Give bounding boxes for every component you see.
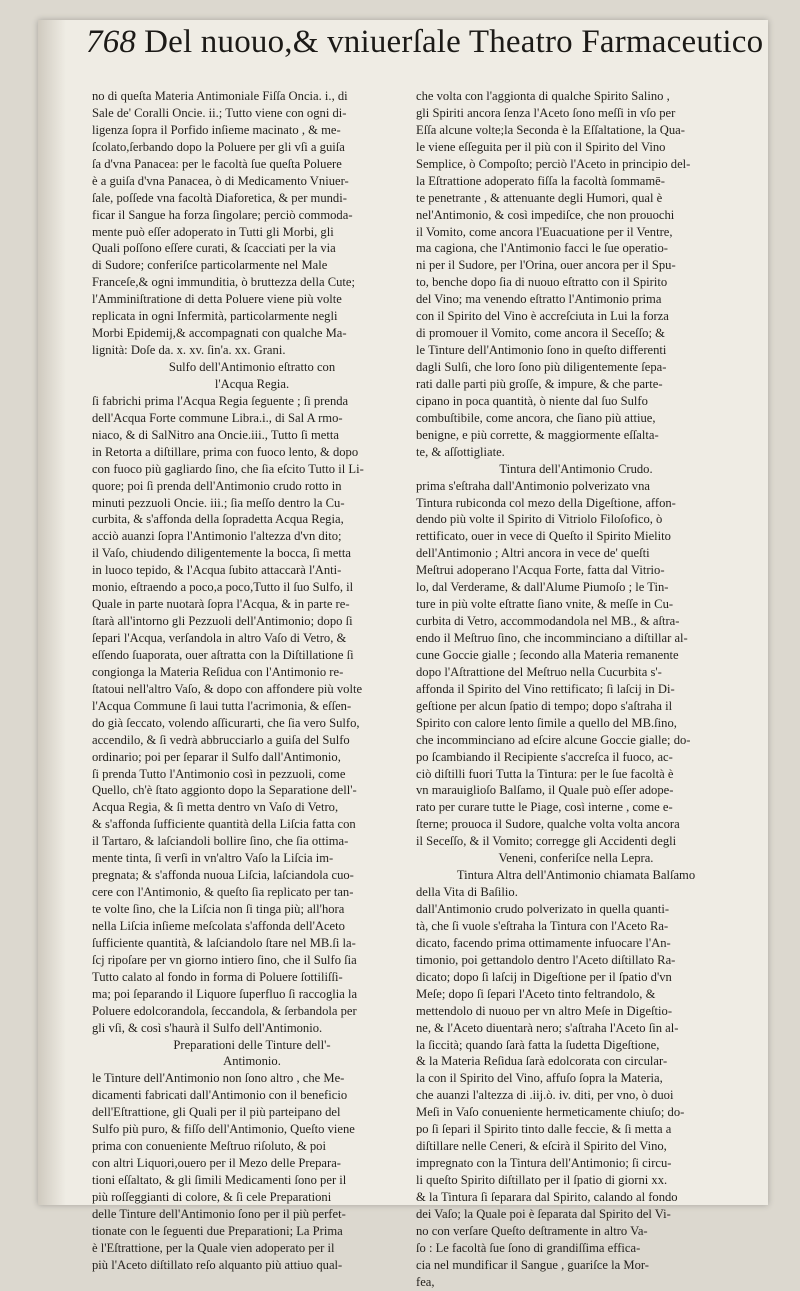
text-line: Tintura rubiconda col mezo della Digeſtione, affon-	[416, 495, 676, 510]
text-line: te penetrante , & attenuante degli Humori, qual è	[416, 190, 663, 205]
text-line: minuti pezzuoli Oncie. iii.; ſia meſſo dentro la Cu-	[92, 495, 345, 510]
text-line: Semplice, ò Compoſto; perciò l'Aceto in principio del-	[416, 156, 691, 171]
text-line: l'Acqua Regia.	[214, 376, 290, 391]
text-line: ligenza ſopra il Porfido inſieme macinato , & me-	[92, 122, 341, 137]
text-line: Franceſe,& ogni immunditia, ò bruttezza della Cute;	[92, 275, 355, 290]
text-line: dell'Antimonio ; Altri ancora in vece de' queſti	[416, 546, 650, 561]
text-line: delle Tinture dell'Antimonio ſono per il più perfet-	[92, 1206, 346, 1221]
text-line: quore; poi ſi prenda dell'Antimonio crudo rotto in	[92, 478, 342, 493]
text-line: dell'Eſtrattione, gli Quali per il più parteipano del	[92, 1105, 341, 1120]
text-line: ſi prenda Tutto l'Antimonio così in pezzuoli, come	[92, 766, 346, 781]
text-line: ſo : Le facoltà ſue ſono di grandiſſima effica-	[416, 1240, 641, 1255]
text-line: più l'Aceto diſtillato reſo alquanto più attiuo qual-	[92, 1257, 343, 1272]
text-line: tioni eſſaltato, & gli ſimili Medicamenti ſono per il	[92, 1173, 347, 1187]
text-line: po ſcambiando il Recipiente s'accreſca il fuoco, ac-	[416, 749, 673, 764]
text-line: di Sudore; conferiſce particolarmente nel Male	[92, 258, 328, 273]
text-line: ciò diſtilli fuori Tutta la Tintura: per le ſue facoltà è	[416, 766, 674, 781]
text-line: gli vſi, & così s'haurà il Sulfo dell'Antimonio.	[92, 1020, 323, 1035]
text-line: impregnato con la Tintura dell'Antimonio; ſi circu-	[416, 1156, 672, 1171]
text-line: pregnata; & s'affonda nuoua Liſcia, laſciandola cuo-	[92, 868, 354, 883]
text-line: vn marauiglioſo Balſamo, il Quale può eſſer adope-	[416, 783, 674, 798]
text-line: nella Liſcia inſieme meſcolata s'affonda dell'Aceto	[92, 918, 345, 933]
text-line: ſepari l'Acqua, verſandola in altro Vaſo di Vetro, &	[92, 631, 347, 645]
text-line: le viene eſſeguita per il più con il Spirito del Vino	[416, 139, 666, 154]
text-line: ſa d'vna Panacea: per le facoltà ſue queſta Poluere	[92, 156, 342, 171]
text-line: le Tinture dell'Antimonio non ſono altro , che Me-	[92, 1071, 345, 1086]
text-line: ſi fabrichi prima l'Acqua Regia ſeguente ; ſi prenda	[92, 393, 349, 408]
text-line: la Eſtrattione adoperato fiſſa la facoltà ſommamē-	[416, 173, 665, 188]
text-line: tà, che ſi vuole s'eſtraha la Tintura con l'Aceto Ra-	[416, 918, 669, 933]
text-line: Quali poſſono eſſere curati, & ſcacciati per la via	[92, 241, 336, 256]
text-line: rati dalle parti più groſſe, & impure, & che parte-	[416, 376, 663, 391]
text-line: po ſi ſepari il Spirito tinto dalle feccie, & ſi metta a	[416, 1122, 672, 1137]
text-line: cune Goccie gialle ; ſecondo alla Materia remanente	[416, 647, 679, 662]
text-line: dicamenti fabricati dall'Antimonio con il beneficio	[92, 1088, 348, 1103]
text-line: mente può eſſer adoperato in Tutti gli Morbi, gli	[92, 224, 334, 239]
left-text-column	[92, 88, 412, 1274]
text-line: Meſtrui adoperano l'Acqua Forte, fatta dal Vitrio-	[416, 563, 665, 578]
text-line: dopo l'Aſtrattione del Meſtruo nella Cucurbita s'-	[416, 664, 662, 679]
text-line: con altri Liquori,ouero per il Mezo delle Prepara-	[92, 1156, 341, 1171]
page-gutter-shadow	[38, 20, 66, 1205]
text-line: diſtillare nelle Ceneri, & eſcirà il Spirito del Vino,	[416, 1139, 667, 1154]
text-line: ni per il Sudore, per l'Orina, ouer ancora per il Spu-	[416, 258, 676, 273]
text-line: te volte ſino, che la Liſcia non ſi tinga più; all'hora	[92, 902, 345, 916]
text-line: Preparationi delle Tinture dell'-	[173, 1037, 331, 1052]
text-line: ma; poi ſeparando il Liquore ſuperfluo ſi raccoglia la	[92, 986, 358, 1001]
text-line: li queſto Spirito diſtillato per il ſpatio di giorni xx.	[416, 1173, 668, 1187]
text-line: Quello, ch'è ſtato aggionto dopo la Separatione dell'-	[92, 783, 357, 798]
text-line: Eſſa alcune volte;la Seconda è la Eſſaltatione, la Qua-	[416, 122, 685, 137]
text-line: gli Spiriti ancora ſenza l'Aceto ſono meſſi in vſo per	[416, 105, 676, 120]
text-line: il Tartaro, & laſciandoli bollire ſino, che ſia ottima-	[92, 834, 349, 849]
text-line: nel'Antimonio, & così impediſce, che non prouochi	[416, 207, 675, 222]
text-line: l'Amminiſtratione di detta Poluere viene più volte	[92, 292, 342, 307]
text-line: con il Spirito del Vino è accreſciuta in Lui la forza	[416, 309, 669, 324]
text-line: combuſtibile, come ancora, che ſiano più attiue,	[416, 410, 656, 425]
text-line: Morbi Epidemij,& accompagnati con qualche Ma-	[92, 326, 347, 341]
text-line: Sulfo più puro, & fiſſo dell'Antimonio, Queſto viene	[92, 1122, 355, 1137]
text-line: ture in più volte eſtratte ſiano vnite, & meſſe in Cu-	[416, 597, 674, 612]
text-line: congionga la Materia Reſidua con l'Antimonio re-	[92, 664, 344, 679]
text-line: dicato; dopo ſi laſcij in Digeſtione per il ſpatio d'vn	[416, 969, 672, 984]
text-line: mente tinta, ſi verſi in vn'altro Vaſo la Liſcia im-	[92, 851, 334, 866]
text-line: curbita, & s'affonda della ſopradetta Acqua Regia,	[92, 512, 344, 527]
text-line: benigne, e più corrette, & maggiormente eſſalta-	[416, 427, 659, 442]
right-text-column	[416, 88, 736, 1291]
text-line: ma cagiona, che l'Antimonio facci le ſue operatio-	[416, 241, 668, 256]
text-line: niaco, & di SalNitro ana Oncie.iii., Tutto ſi metta	[92, 427, 339, 442]
text-line: Veneni, conferiſce nella Lepra.	[498, 851, 654, 866]
text-line: te, & aſſottigliate.	[416, 444, 505, 459]
text-line: endo il Meſtruo ſino, che incomminciano a diſtillar al-	[416, 631, 688, 645]
text-line: Meſi in Vaſo conueniente hermeticamente chiuſo; do-	[416, 1105, 685, 1120]
text-line: ficar il Sangue ha forza ſingolare; perciò commoda-	[92, 207, 353, 222]
page-number: 768	[86, 24, 137, 60]
text-line: Acqua Regia, & ſi metta dentro vn Vaſo di Vetro,	[92, 800, 339, 815]
text-line: della Vita di Baſilio.	[416, 885, 518, 900]
text-line: le Tinture dell'Antimonio ſono in queſto differenti	[416, 343, 667, 358]
text-line: dendo più volte il Spirito di Vitriolo Filoſofico, ò	[416, 512, 663, 527]
text-line: dall'Antimonio crudo polverizato in quella quanti-	[416, 902, 670, 916]
text-line: lo, dal Verderame, & dall'Alume Piumoſo ; le Tin-	[416, 580, 669, 595]
text-line: prima s'eſtraha dall'Antimonio polverizato vna	[416, 478, 650, 493]
text-line: ſterne; prouoca il Sudore, qualche volta volta ancora	[416, 817, 680, 832]
text-line: il Vomito, come ancora l'Euacuatione per il Ventre,	[416, 224, 673, 239]
text-line: ſtarà all'intorno gli Pezzuoli dell'Antimonio; dopo ſi	[92, 614, 353, 629]
text-line: Poluere edolcorandola, ſeccandola, & ſerbandola per	[92, 1003, 357, 1018]
text-line: prima con conueniente Meſtruo riſoluto, & poi	[92, 1139, 326, 1154]
text-line: dagli Sulſi, che loro ſono più diligentemente ſepa-	[416, 360, 667, 374]
text-line: Quale in parte nuotarà ſopra l'Acqua, & in parte re-	[92, 597, 350, 612]
text-line: del Vino; ma venendo eſtratto l'Antimonio prima	[416, 292, 662, 307]
text-line: ne, & l'Aceto diuentarà nero; s'aſtraha l'Aceto ſin al-	[416, 1020, 679, 1035]
text-line: ſufficiente quantità, & laſciandolo ſtare nel MB.ſi la-	[92, 935, 356, 950]
text-line: no con verſare Queſto deſtramente in altro Va-	[416, 1223, 648, 1238]
text-line: Spirito con calore lento ſimile a quello del MB.ſino,	[416, 715, 677, 730]
text-line: ſtatoui nell'altro Vaſo, & dopo con affondere più volte	[92, 681, 363, 696]
text-line: replicata in ogni Infermità, particolarmente negli	[92, 309, 338, 324]
text-line: dei Vaſo; la Quale poi è ſeparata dal Spirito del Vi-	[416, 1206, 671, 1221]
text-line: cere con l'Antimonio, & queſto ſia replicato per tan-	[92, 885, 354, 900]
running-header	[86, 24, 763, 61]
text-line: ordinario; poi per ſeparar il Sulfo dall'Antimonio,	[92, 749, 341, 764]
text-line: & la Materia Reſidua ſarà edolcorata con circular-	[416, 1054, 668, 1069]
text-line: di promouer il Vomito, come ancora il Seceſſo; &	[416, 326, 665, 341]
text-line: in luoco tepido, & l'Acqua ſubito attaccarà l'Anti-	[92, 563, 342, 578]
text-line: no di queſta Materia Antimoniale Fiſſa Oncia. i., di	[92, 89, 348, 103]
text-line: dicato, facendo prima ottimamente infuocare l'An-	[416, 935, 671, 950]
text-line: dell'Acqua Forte commune Libra.i., di Sal A rmo-	[92, 410, 343, 425]
text-line: Tintura Altra dell'Antimonio chiamata Balſamo	[456, 868, 696, 883]
text-line: rettificato, ouer in vece di Queſto il Spirito Mielito	[416, 529, 671, 544]
text-line: in Retorta a diſtillare, prima con fuoco lento, & dopo	[92, 444, 359, 459]
text-line: che volta con l'aggionta di qualche Spirito Salino ,	[416, 89, 670, 103]
text-line: la ſiccità; quando ſarà fatta la ſudetta Digeſtione,	[416, 1037, 660, 1052]
text-line: accendilo, & ſi vedrà abbrucciarlo a guiſa del Sulfo	[92, 732, 350, 747]
text-line: eſſendo ſuaporata, ouer aſtratta con la Diſtillatione ſi	[92, 647, 354, 662]
text-line: ſcj ripoſare per vn giorno intiero ſino, che il Sulfo ſia	[92, 952, 357, 967]
text-line: fea,	[416, 1274, 435, 1289]
text-line: è l'Eſtrattione, per la Quale vien adoperato per il	[92, 1240, 335, 1255]
text-line: più roſſeggianti di colore, & ſi cele Preparationi	[92, 1189, 332, 1204]
text-line: ſcolato,ſerbando dopo la Poluere per gli vſi a guiſa	[92, 139, 345, 154]
text-line: mettendolo di nuouo per vn altro Meſe in Digeſtio-	[416, 1003, 673, 1018]
text-line: il Vaſo, chiudendo diligentemente la bocca, ſi metta	[92, 546, 351, 561]
text-line: & s'affonda ſufficiente quantità della Liſcia fatta con	[92, 817, 356, 832]
text-line: con fuoco più gagliardo ſino, che ſia eſcito Tutto il Li-	[92, 461, 364, 476]
text-line: monio, eſtraendo a poco,a poco,Tutto il ſuo Sulfo, il	[92, 580, 354, 595]
text-line: Antimonio.	[223, 1054, 281, 1069]
text-line: la con il Spirito del Vino, affuſo ſopra la Materia,	[416, 1071, 663, 1086]
text-line: cia nel mundificar il Sangue , guariſce la Mor-	[416, 1257, 649, 1272]
text-line: Tintura dell'Antimonio Crudo.	[499, 461, 653, 476]
text-line: che auanzi l'altezza di .iij.ò. iv. diti, per vno, ò duoi	[416, 1088, 674, 1103]
text-line: che incomminciano ad eſcire alcune Goccie gialle; do-	[416, 732, 691, 747]
text-line: l'Acqua Commune ſi laui tutta l'acrimonia, & eſſen-	[92, 698, 352, 713]
text-line: to, benche dopo ſia di nuouo eſtratto con il Spirito	[416, 275, 668, 290]
text-line: geſtione per alcun ſpatio di tempo; dopo s'aſtraha il	[416, 698, 673, 713]
text-line: lignità: Doſe da. x. xv. ſin'a. xx. Grani.	[92, 343, 286, 358]
text-line: Sulfo dell'Antimonio eſtratto con	[168, 360, 336, 374]
text-line: affonda il Spirito del Vino rettificato; ſi laſcij in Di-	[416, 681, 675, 696]
text-line: curbita di Vetro, accommodandola nel MB., & aſtra-	[416, 614, 680, 629]
text-line: Meſe; dopo ſi ſepari l'Aceto tinto feltrandolo, &	[416, 986, 656, 1001]
text-line: cipano in poca quantità, ò niente dal ſuo Sulfo	[416, 393, 648, 408]
text-line: ſale, poſſede vna facoltà Diaforetica, & per mundi-	[92, 190, 347, 205]
text-line: do già ſeccato, volendo aſſicurarti, che ſia vero Sulfo,	[92, 715, 360, 730]
text-line: timonio, poi gettandolo dentro l'Aceto diſtillato Ra-	[416, 952, 676, 967]
header-title: Del nuouo,& vniuerſale Theatro Farmaceutico	[144, 24, 764, 60]
text-line: Tutto calato al fondo in forma di Poluere ſottiliſſi-	[92, 969, 343, 984]
text-line: tionate con le ſeguenti due Preparationi; La Prima	[92, 1223, 343, 1238]
text-line: il Seceſſo, & il Vomito; corregge gli Accidenti degli	[416, 834, 677, 849]
text-line: è a guiſa d'vna Panacea, ò di Medicamento Vniuer-	[92, 173, 349, 188]
text-line: & la Tintura ſi ſeparara dal Spirito, calando al fondo	[416, 1189, 678, 1204]
text-line: Sale de' Coralli Oncie. ii.; Tutto viene con ogni di-	[92, 105, 347, 120]
text-line: acciò auanzi ſopra l'Antimonio l'altezza d'vn dito;	[92, 529, 342, 544]
text-line: rato per curare tutte le Piage, così interne , come e-	[416, 800, 673, 815]
